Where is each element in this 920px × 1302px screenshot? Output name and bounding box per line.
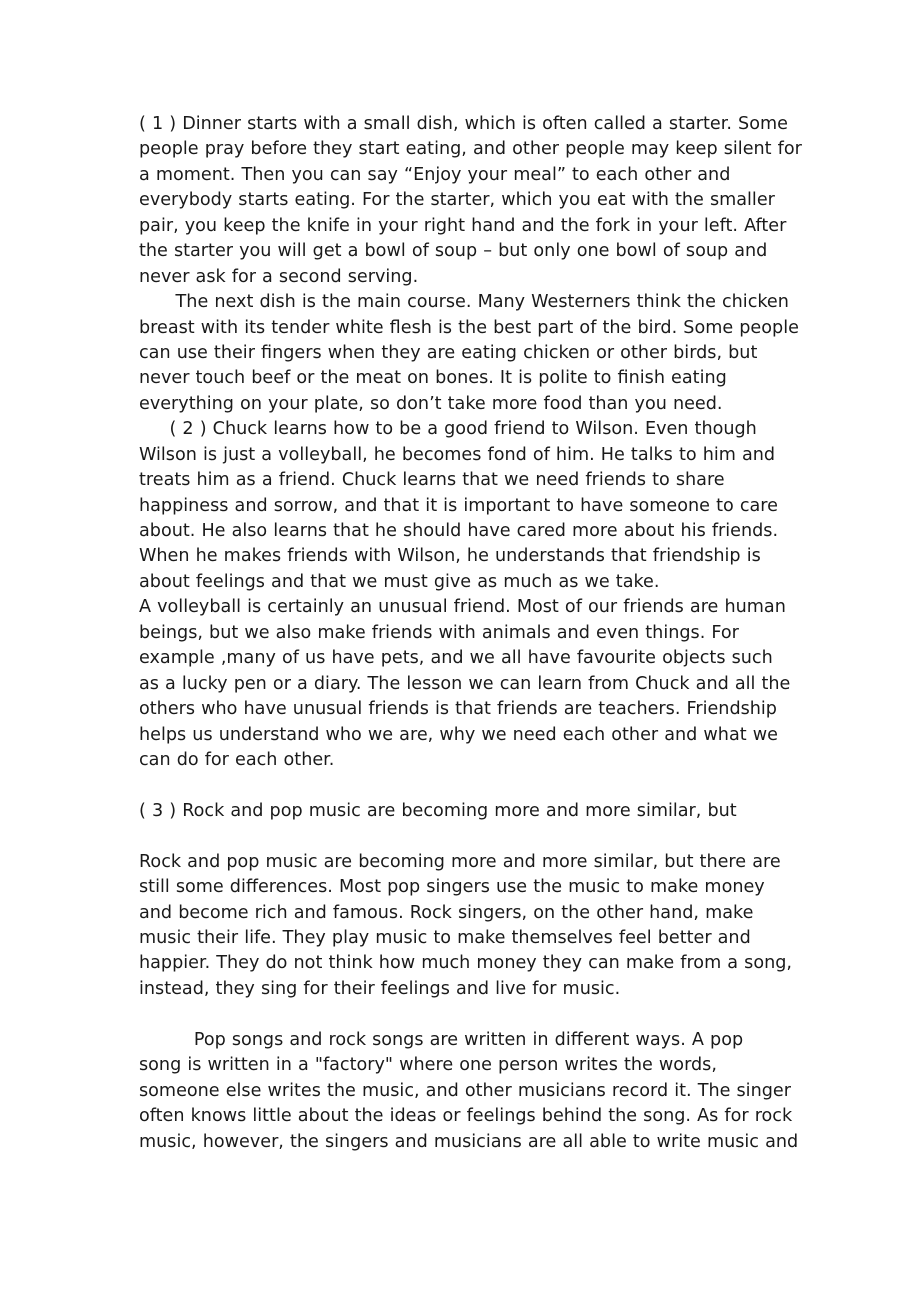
text-line: can use their fingers when they are eating chicken or other birds, but — [139, 342, 758, 363]
paragraph-chuck-wilson — [139, 417, 789, 595]
text-line: music their life. They play music to make themselves feel better and — [139, 928, 751, 948]
text-line: a moment. Then you can say “Enjoy your meal” to each other and — [139, 164, 731, 185]
text-line: Wilson is just a volleyball, he becomes fond of him. He talks to him and — [139, 444, 776, 465]
text-line: someone else writes the music, and other musicians record it. The singer — [139, 1080, 791, 1101]
text-line: everybody starts eating. For the starter, which you eat with the smaller — [139, 190, 775, 211]
text-line: example ,many of us have pets, and we all have favourite objects such — [139, 648, 773, 669]
text-line: as a lucky pen or a diary. The lesson we can learn from Chuck and all the — [139, 673, 791, 694]
text-line: can do for each other. — [139, 749, 335, 770]
text-line: Rock and pop music are becoming more and more similar, but there are — [139, 851, 781, 872]
text-line: helps us understand who we are, why we need each other and what we — [139, 724, 778, 745]
text-line: happier. They do not think how much money they can make from a song, — [139, 953, 793, 974]
text-line: pair, you keep the knife in your right hand and the fork in your left. After — [139, 215, 787, 236]
text-line: song is written in a "factory" where one person writes the words, — [139, 1055, 717, 1076]
text-line: everything on your plate, so don’t take more food than you need. — [139, 393, 723, 414]
text-line: still some differences. Most pop singers use the music to make money — [139, 877, 765, 898]
text-line: beings, but we also make friends with animals and even things. For — [139, 622, 739, 643]
text-line: ( 2 ) Chuck learns how to be a good friend to Wilson. Even though — [139, 419, 757, 440]
paragraph-rock-pop-heading — [139, 799, 789, 824]
text-line: about feelings and that we must give as much as we take. — [139, 571, 660, 592]
document-body — [139, 112, 802, 1155]
paragraph-spacer — [139, 1002, 789, 1027]
text-line: others who have unusual friends is that friends are teachers. Friendship — [139, 699, 777, 720]
paragraph-spacer — [139, 824, 789, 849]
text-line: instead, they sing for their feelings and live for music. — [139, 978, 621, 999]
paragraph-main-course — [139, 290, 799, 417]
text-line: happiness and sorrow, and that it is important to have someone to care — [139, 495, 778, 516]
text-line: music, however, the singers and musicians are all able to write music and — [139, 1131, 799, 1152]
text-line: people pray before they start eating, and other people may keep silent for — [139, 139, 802, 160]
paragraph-song-writing — [139, 1028, 799, 1155]
text-line: When he makes friends with Wilson, he understands that friendship is — [139, 546, 761, 567]
paragraph-spacer — [139, 773, 789, 798]
text-line: about. He also learns that he should have cared more about his friends. — [139, 521, 779, 541]
text-line: treats him as a friend. Chuck learns that we need friends to share — [139, 470, 725, 491]
text-line: breast with its tender white flesh is the best part of the bird. Some people — [139, 317, 799, 338]
text-line: and become rich and famous. Rock singers, on the other hand, make — [139, 902, 754, 923]
text-line: ( 1 ) Dinner starts with a small dish, which is often called a starter. Some — [139, 114, 788, 134]
text-line: the starter you will get a bowl of soup – but only one bowl of soup and — [139, 241, 768, 262]
text-line: A volleyball is certainly an unusual friend. Most of our friends are human — [139, 597, 786, 618]
paragraph-dinner-starter — [139, 112, 802, 290]
text-line: Pop songs and rock songs are written in different ways. A pop — [139, 1029, 744, 1050]
text-line: often knows little about the ideas or feelings behind the song. As for rock — [139, 1106, 793, 1127]
text-line: never ask for a second serving. — [139, 266, 419, 287]
text-line: The next dish is the main course. Many Westerners think the chicken — [139, 292, 789, 313]
paragraph-unusual-friend — [139, 595, 789, 773]
paragraph-rock-pop-differences — [139, 850, 793, 1003]
text-line: never touch beef or the meat on bones. It is polite to finish eating — [139, 368, 727, 389]
text-line: ( 3 ) Rock and pop music are becoming more and more similar, but — [139, 800, 737, 821]
